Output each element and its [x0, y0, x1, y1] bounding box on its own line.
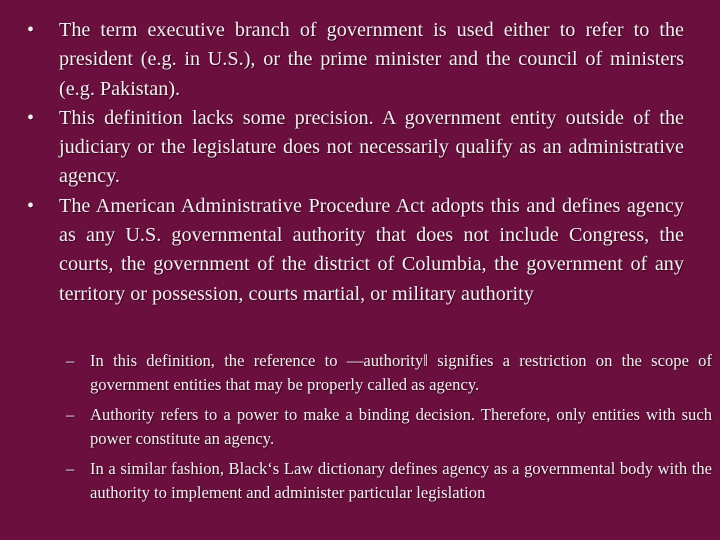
sub-bullet-item [66, 457, 712, 505]
bullet-text: The term executive branch of government is used either to refer to the president (e.g. in U.S.), or the prime minister and the council of ministers (e.g. Pakistan). [59, 19, 684, 100]
dash-marker: – [66, 351, 75, 370]
bullet-item [24, 192, 684, 309]
main-bullet-list [24, 16, 684, 309]
sub-bullet-text: In this definition, the reference to ―authority‖ signifies a restriction on the scope of government entities that may be properly called as agency. [90, 351, 712, 394]
bullet-marker: • [27, 106, 35, 129]
bullet-marker: • [27, 194, 35, 217]
sub-bullet-item [66, 349, 712, 397]
sub-bullet-list [66, 349, 712, 511]
dash-marker: – [66, 405, 75, 424]
sub-bullet-text: Authority refers to a power to make a binding decision. Therefore, only entities with such power constitute an agency. [90, 405, 712, 448]
bullet-item [24, 104, 684, 192]
sub-bullet-text: In a similar fashion, Black‘s Law dictionary defines agency as a governmental body with the authority to implement and administer particular legislation [90, 459, 712, 502]
dash-marker: – [66, 459, 75, 478]
bullet-text: This definition lacks some precision. A government entity outside of the judiciary or the legislature does not necessarily qualify as an administrative agency. [59, 106, 684, 188]
bullet-marker: • [27, 19, 35, 41]
bullet-text: The American Administrative Procedure Act adopts this and defines agency as any U.S. governmental authority that does not include Congress, the courts, the government of the district of Columbia, the government of any territory or possession, courts martial, or military authority [59, 194, 684, 305]
bullet-item [24, 16, 684, 104]
sub-bullet-item [66, 403, 712, 451]
